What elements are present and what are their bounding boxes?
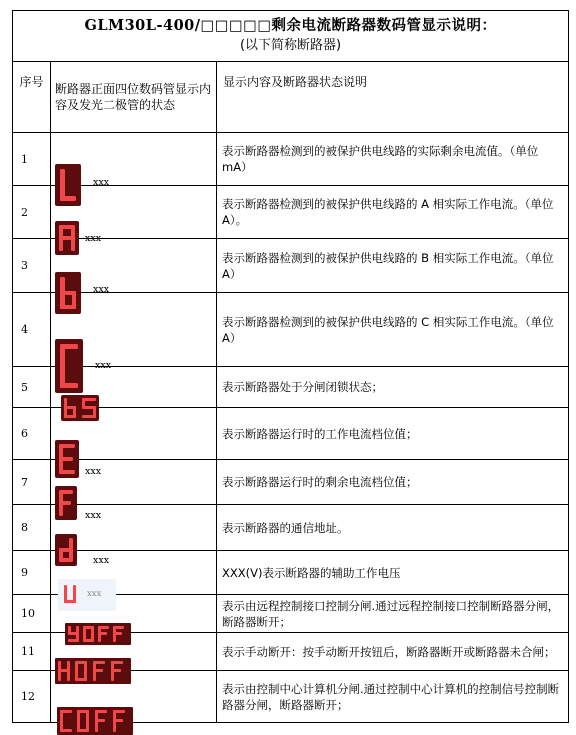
led-d-icon <box>55 534 77 566</box>
header-description: 显示内容及断路器状态说明 <box>217 62 569 133</box>
table-row <box>13 186 569 239</box>
row-description: 表示断路器检测到的被保护供电线路的 C 相实际工作电流。（单位 A） <box>217 293 569 367</box>
value-placeholder: xxx <box>87 588 102 599</box>
header-display: 断路器正面四位数码管显示内容及发光二极管的状态 <box>51 62 217 133</box>
row-description: 表示由远程控制接口控制分闸.通过远程控制接口控制断路器分闸，断路器断开； <box>217 595 569 633</box>
row-description: 表示断路器处于分闸闭锁状态； <box>217 367 569 408</box>
row-number: 6 <box>13 408 51 460</box>
led-bs-icon <box>61 395 99 421</box>
row-description: 表示由控制中心计算机分闸.通过控制中心计算机的控制信号控制断路器分闸，断路器断开； <box>217 671 569 723</box>
page-title: GLM30L-400/□□□□□剩余电流断路器数码管显示说明： <box>84 17 497 34</box>
table-row <box>13 293 569 367</box>
led-f-icon <box>55 486 77 520</box>
row-description: 表示断路器运行时的工作电流档位值； <box>217 408 569 460</box>
value-placeholder: xxx <box>93 177 110 188</box>
table-row <box>13 133 569 186</box>
led-coff-icon <box>57 707 133 735</box>
table-row <box>13 239 569 293</box>
page-subtitle: (以下简称断路器) <box>239 38 342 53</box>
row-number: 2 <box>13 186 51 239</box>
row-description: 表示断路器的通信地址。 <box>217 505 569 551</box>
led-e-icon <box>55 440 79 478</box>
row-description: 表示断路器检测到的被保护供电线路的 B 相实际工作电流。（单位 A） <box>217 239 569 293</box>
led-u-icon <box>61 583 79 605</box>
display-manual-table <box>12 10 569 723</box>
row-number: 10 <box>13 595 51 633</box>
row-number: 11 <box>13 633 51 671</box>
row-number: 1 <box>13 133 51 186</box>
value-placeholder: xxx <box>85 465 102 477</box>
value-placeholder: xxx <box>85 510 102 521</box>
table-row <box>13 367 569 408</box>
value-placeholder: xxx <box>93 554 110 566</box>
led-l-icon <box>55 164 81 206</box>
value-placeholder: xxx <box>93 283 110 295</box>
row-number: 12 <box>13 671 51 723</box>
row-description: 表示手动断开：按手动断开按钮后，断路器断开或断路器未合闸； <box>217 633 569 671</box>
value-placeholder: xxx <box>95 359 112 371</box>
row-description: 表示断路器检测到的被保护供电线路的实际剩余电流值。（单位 mA） <box>217 133 569 186</box>
title-cell <box>13 11 569 62</box>
row-description: 表示断路器运行时的剩余电流档位值； <box>217 460 569 505</box>
row-number: 3 <box>13 239 51 293</box>
led-a-icon <box>55 221 79 255</box>
led-yoff-icon <box>65 623 131 645</box>
row-number: 7 <box>13 460 51 505</box>
value-placeholder: xxx <box>85 233 102 244</box>
led-b-icon <box>55 272 81 314</box>
led-c-icon <box>55 339 83 393</box>
title-row <box>13 11 569 62</box>
header-row <box>13 62 569 133</box>
row-number: 5 <box>13 367 51 408</box>
led-hoff-icon <box>55 658 131 684</box>
row-description: 表示断路器检测到的被保护供电线路的 A 相实际工作电流。（单位 A）。 <box>217 186 569 239</box>
display-cell <box>51 133 217 186</box>
row-number: 4 <box>13 293 51 367</box>
row-number: 8 <box>13 505 51 551</box>
header-number: 序号 <box>13 62 51 133</box>
row-description: XXX(V)表示断路器的辅助工作电压 <box>217 551 569 595</box>
row-number: 9 <box>13 551 51 595</box>
